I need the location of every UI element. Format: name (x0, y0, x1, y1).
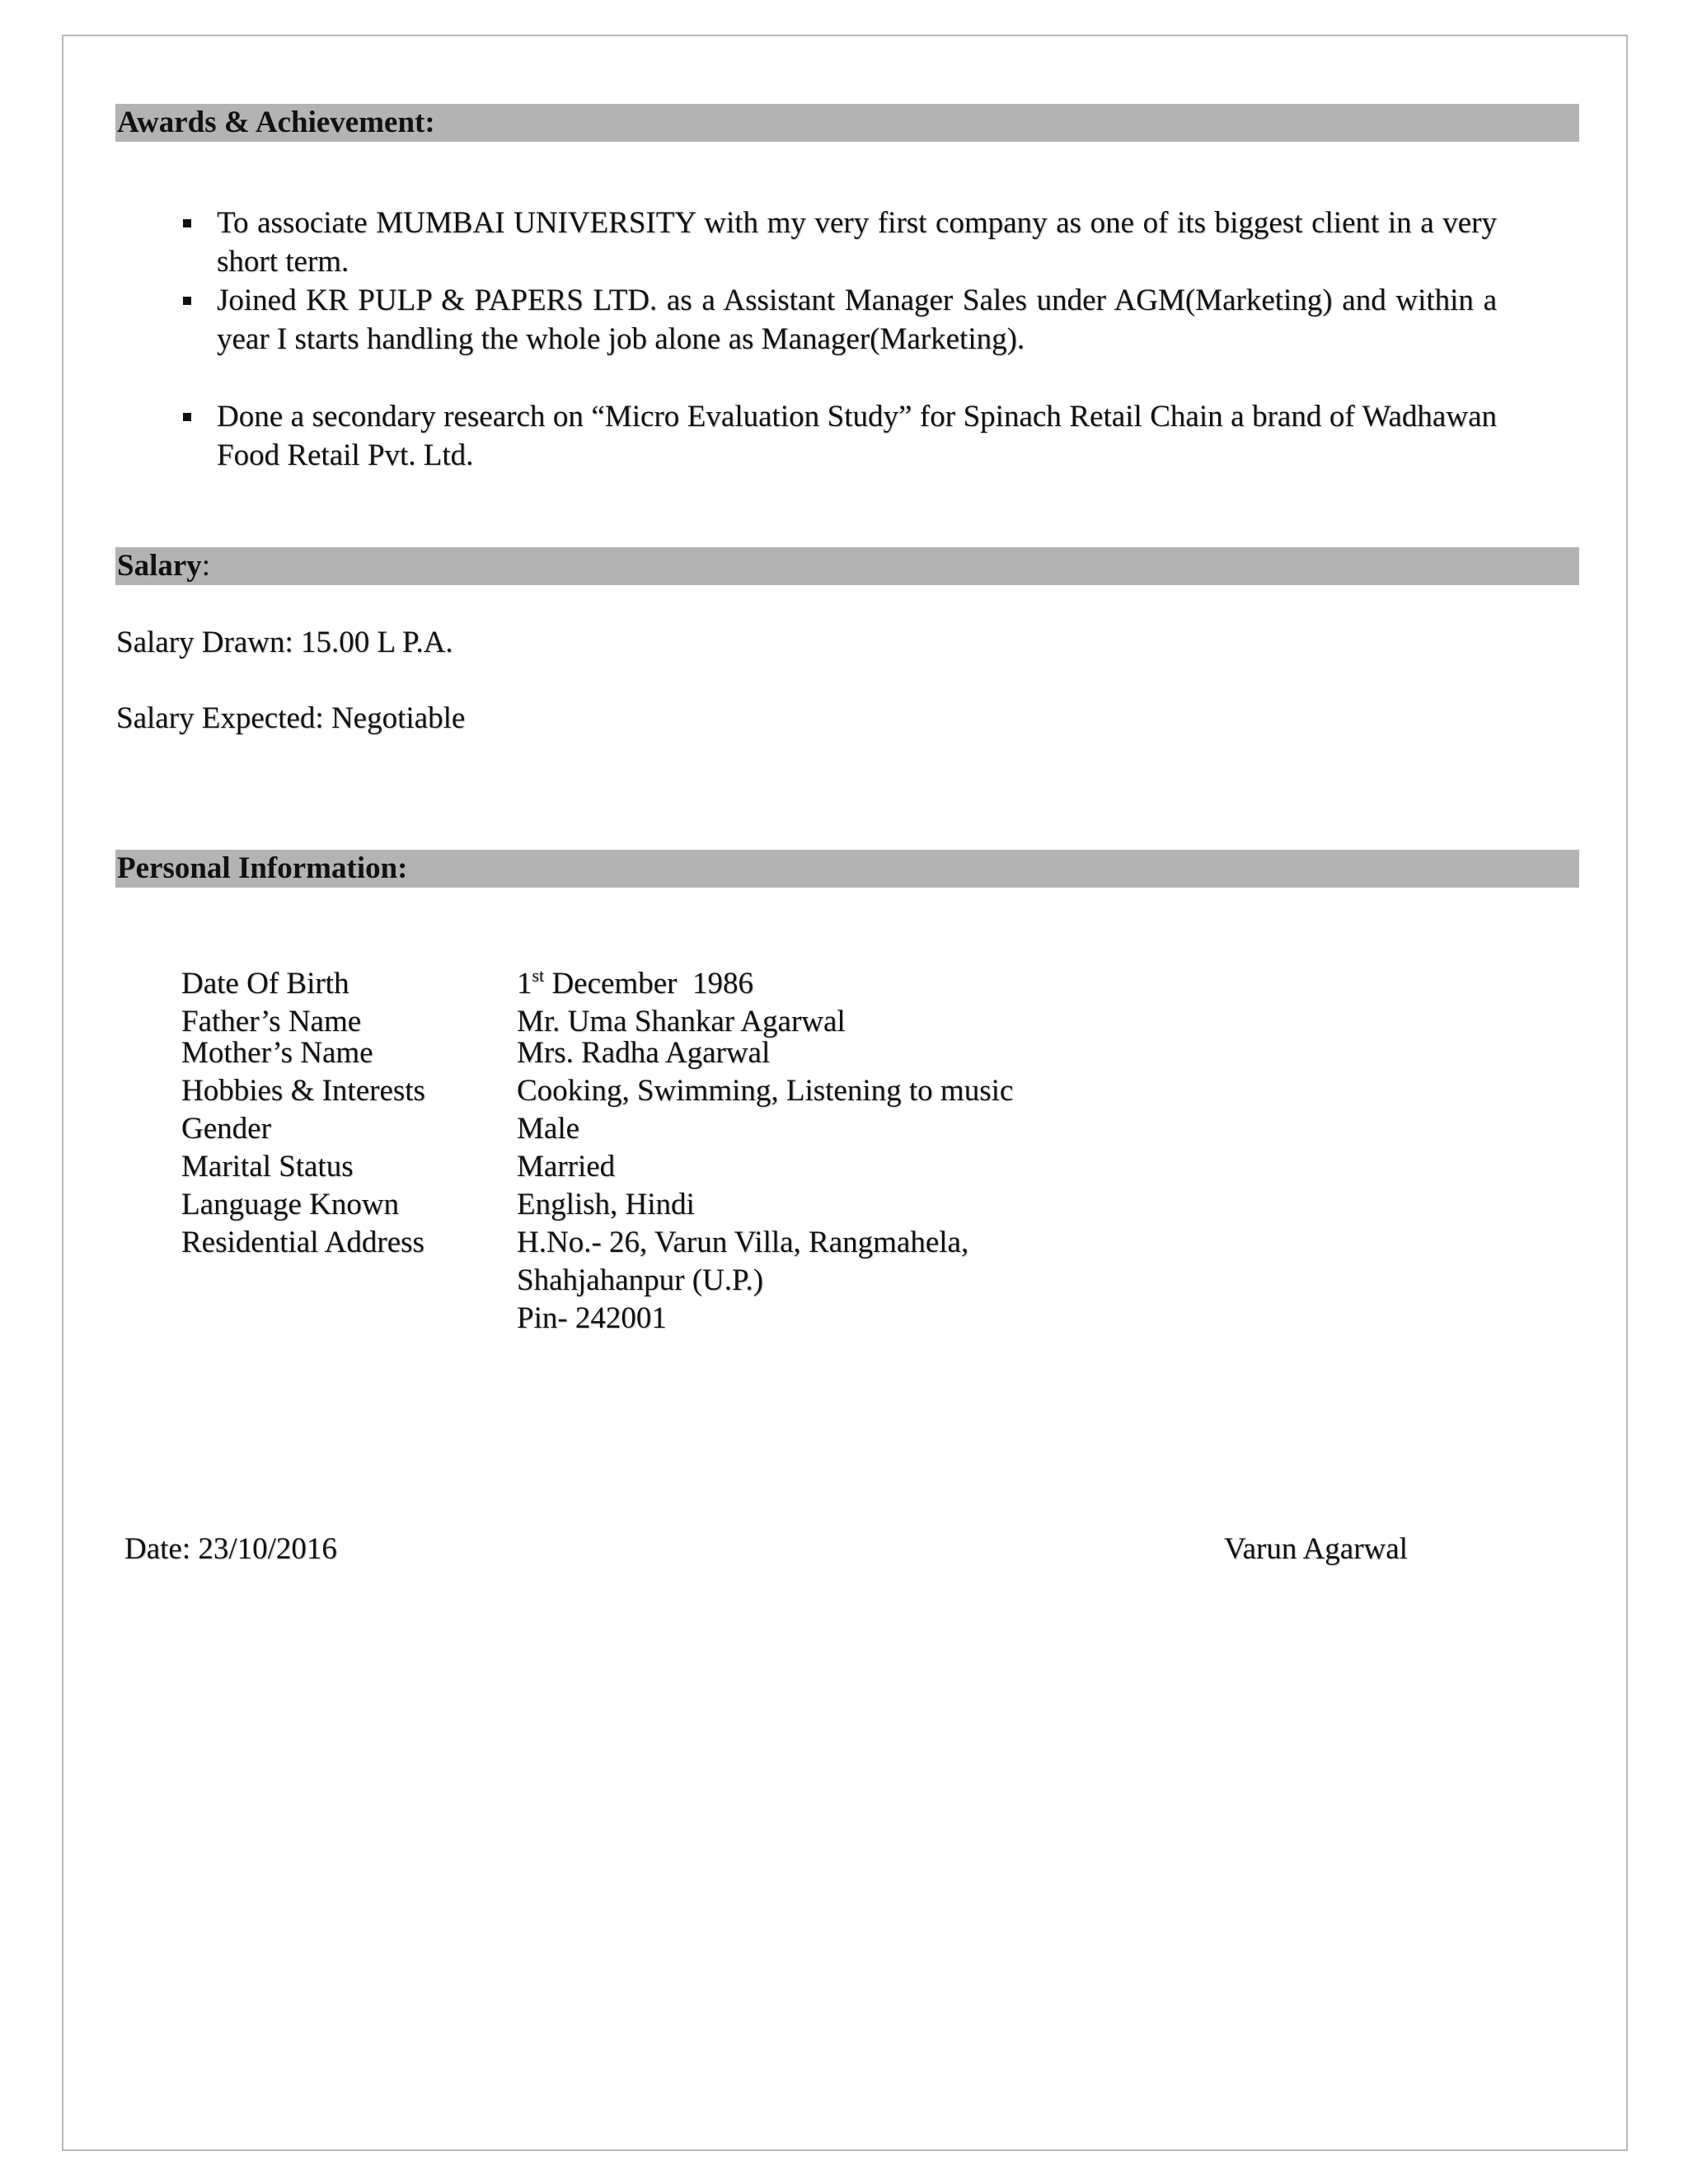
info-label: Hobbies & Interests (181, 1074, 425, 1108)
bullet-square-icon (183, 219, 191, 227)
info-label: Gender (181, 1112, 271, 1146)
footer-signature-name: Varun Agarwal (1224, 1532, 1408, 1566)
bullet-square-icon (183, 413, 191, 421)
info-row-address-line3 (181, 1300, 1335, 1338)
info-label: Marital Status (181, 1150, 354, 1183)
info-label: Father’s Name (181, 1005, 362, 1038)
info-value: Shahjahanpur (U.P.) (517, 1263, 764, 1297)
salary-drawn: Salary Drawn: 15.00 L P.A. (116, 626, 453, 659)
salary-expected: Salary Expected: Negotiable (116, 701, 466, 735)
info-row-marital-status (181, 1148, 1335, 1186)
info-value: Mrs. Radha Agarwal (517, 1036, 771, 1070)
info-label: Language Known (181, 1188, 400, 1221)
award-item-text: To associate MUMBAI UNIVERSITY with my very first company as one of its biggest client in a very short term. (217, 206, 1497, 279)
info-row-mother (181, 1034, 1335, 1072)
info-row-hobbies (181, 1072, 1335, 1110)
info-row-address (181, 1224, 1335, 1262)
info-value: Mr. Uma Shankar Agarwal (517, 1005, 846, 1038)
info-label: Mother’s Name (181, 1036, 373, 1070)
dob-ordinal: st (532, 965, 545, 986)
award-item-text: Joined KR PULP & PAPERS LTD. as a Assistant Manager Sales under AGM(Marketing) and within a year I starts handling the whole job alone as Manager(Marketing). (217, 284, 1497, 356)
award-item (183, 281, 1497, 359)
award-item (183, 204, 1497, 281)
award-item-text: Done a secondary research on “Micro Evaluation Study” for Spinach Retail Chain a brand of Wadhawan Food Retail Pvt. Ltd. (217, 400, 1497, 472)
salary-section-colon: : (201, 549, 211, 583)
info-value: Male (517, 1112, 580, 1146)
info-label: Date Of Birth (181, 967, 349, 1001)
info-label: Residential Address (181, 1226, 424, 1259)
dob-rest: December 1986 (544, 967, 753, 1001)
bullet-square-icon (183, 297, 191, 305)
info-value: Married (517, 1150, 616, 1183)
salary-section-title: Salary (117, 549, 202, 583)
info-row-address-line2 (181, 1262, 1335, 1300)
info-value-dob (517, 965, 753, 1003)
personal-section-title: Personal Information: (117, 851, 408, 885)
personal-section-header (115, 850, 1579, 888)
awards-section-title: Awards & Achievement: (117, 105, 435, 139)
award-item (183, 397, 1497, 475)
awards-list (183, 204, 1497, 475)
info-value: H.No.- 26, Varun Villa, Rangmahela, (517, 1226, 969, 1259)
dob-day: 1 (517, 967, 532, 1001)
info-value: Pin- 242001 (517, 1301, 667, 1335)
awards-section-header (115, 104, 1579, 142)
info-value: Cooking, Swimming, Listening to music (517, 1074, 1014, 1108)
info-row-dob (181, 965, 1335, 1003)
salary-section-header (115, 547, 1579, 585)
info-row-language (181, 1186, 1335, 1224)
info-value: English, Hindi (517, 1188, 695, 1221)
info-row-gender (181, 1110, 1335, 1148)
footer-date: Date: 23/10/2016 (124, 1532, 337, 1566)
